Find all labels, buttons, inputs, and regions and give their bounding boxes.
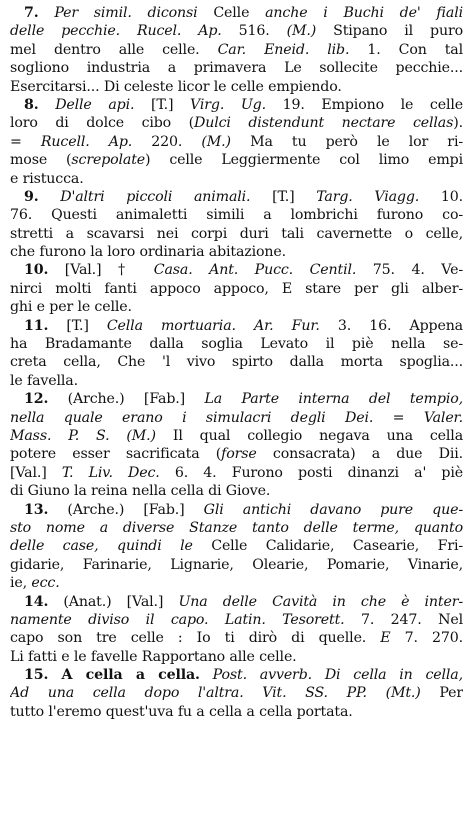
italic-text: ecc. — [31, 575, 60, 592]
text-line — [10, 501, 463, 519]
italic-text: delle case, quindi le — [10, 538, 193, 555]
italic-text: Post. avverb. Di cella in cella, — [212, 667, 463, 684]
text-line — [10, 372, 463, 390]
text-line — [10, 390, 463, 408]
entry-number: 9. — [24, 188, 39, 205]
text-line — [10, 353, 463, 371]
italic-text: Una delle Cavità in che è inter- — [178, 593, 463, 610]
entry-number: 12. — [24, 391, 49, 408]
text-run: 10. — [419, 188, 463, 205]
italic-text: Dulci distendunt nectare cellas — [194, 115, 454, 132]
text-run: che furono la loro ordinaria abitazione. — [10, 244, 286, 261]
text-line — [10, 133, 463, 151]
text-line — [10, 225, 463, 243]
text-line — [10, 170, 463, 188]
text-line — [10, 409, 463, 427]
italic-text: Cella mortuaria. Ar. Fur. — [106, 317, 320, 334]
italic-text: sto nome a diverse Stanze tanto delle terme, quanto — [10, 519, 463, 536]
text-line — [10, 593, 463, 611]
text-run: 7. 270. — [390, 630, 463, 647]
text-run: (Anat.) [Val.] — [48, 593, 179, 610]
text-run — [39, 189, 61, 205]
text-run: 220. — [132, 133, 202, 150]
text-line — [10, 188, 463, 206]
text-run: gidarie, Farinarie, Lignarie, Olearie, Pomarie, Vinarie, — [10, 556, 463, 573]
text-run: ha Bradamante dalla soglia Levato il piè nella se- — [10, 336, 463, 353]
text-run: [T.] — [134, 96, 191, 113]
italic-text: forse — [221, 446, 257, 463]
text-run: (Arche.) [Fab.] — [48, 391, 205, 408]
italic-text: anche i Buchi de' fiali — [265, 5, 463, 21]
text-run: mel dentro alle celle. — [10, 41, 218, 58]
text-line — [10, 96, 463, 114]
text-run: consacrata) a due Dii. — [256, 446, 463, 463]
text-line — [10, 629, 463, 647]
text-run: Il qual collegio negava una cella — [155, 427, 463, 444]
text-run: sogliono industria a primavera Le sollecite pecchie... — [10, 60, 463, 77]
text-line — [10, 427, 463, 445]
text-line — [10, 41, 463, 59]
text-run: le favella. — [10, 372, 78, 389]
text-run: loro di dolce cibo ( — [10, 115, 195, 132]
text-run: mose ( — [10, 152, 72, 169]
italic-text: nella quale erano i simulacri degli Dei. = Valer. — [10, 409, 463, 426]
text-line — [10, 298, 463, 316]
entry-number: 7. — [24, 5, 39, 21]
italic-text: Per simil. diconsi — [54, 5, 214, 21]
text-run: 516. — [221, 23, 287, 40]
italic-text: D'altri piccoli animali. — [60, 188, 251, 205]
text-run: stretti a scavarsi nei corpi duri tali cavernette o celle, — [10, 225, 463, 242]
italic-text: Rucell. Ap. — [40, 133, 133, 150]
text-run: tutto l'eremo quest'uva fu a cella a cella portata. — [10, 703, 353, 720]
text-run: ). — [453, 115, 463, 132]
text-run: (Arche.) [Fab.] — [48, 501, 204, 518]
text-line — [10, 206, 463, 224]
text-line — [10, 78, 463, 96]
text-run: 75. 4. Ve- — [356, 262, 463, 279]
italic-text: T. Liv. Dec. — [61, 464, 160, 481]
text-run: Celle — [213, 5, 266, 21]
italic-text: (M.) — [201, 133, 231, 150]
text-run — [200, 667, 213, 683]
text-line — [10, 280, 463, 298]
text-run: = — [10, 133, 41, 150]
entry-number: 14. — [24, 593, 49, 610]
italic-text: Mass. P. S. (M.) — [10, 427, 156, 444]
entry-number: 11. — [24, 317, 49, 334]
text-run: Stipano il puro — [316, 23, 463, 40]
text-line — [10, 556, 463, 574]
text-run: [Val.] — [10, 464, 62, 481]
text-run: 6. 4. Furono posti dinanzi a' piè — [159, 464, 463, 481]
italic-text: Virg. Ug. — [190, 96, 266, 113]
text-line — [10, 335, 463, 353]
text-run: di Giuno la reina nella cella di Giove. — [10, 483, 271, 500]
text-run: [T.] — [250, 188, 317, 205]
text-run: Per — [420, 685, 463, 702]
text-run: potere esser sacrificata ( — [10, 446, 222, 463]
italic-text: screpolate — [71, 152, 146, 169]
text-run: 7. 247. Nel — [344, 611, 463, 628]
text-line — [10, 261, 463, 279]
text-line — [10, 611, 463, 629]
text-line — [10, 703, 463, 721]
italic-text: Gli antichi davano pure que- — [203, 501, 463, 518]
text-run: e ristucca. — [10, 170, 84, 187]
italic-text: Car. Eneid. lib. — [217, 41, 350, 58]
text-run: Celle Calidarie, Casearie, Fri- — [192, 538, 463, 555]
text-line — [10, 59, 463, 77]
italic-text: Ad una cella dopo l'altra. Vit. SS. PP. (Mt.) — [10, 685, 421, 702]
text-run: creta cella, Che 'l vivo spirto dalla morta spoglia... — [10, 354, 463, 371]
text-line — [10, 648, 463, 666]
text-run — [39, 97, 56, 113]
text-line — [10, 151, 463, 169]
text-line — [10, 4, 463, 22]
italic-text: Casa. Ant. Pucc. Centil. — [153, 262, 357, 279]
text-line — [10, 464, 463, 482]
text-line — [10, 519, 463, 537]
text-run: Ma tu però le lor ri- — [230, 133, 463, 150]
text-line — [10, 537, 463, 555]
text-run: ie, — [10, 575, 32, 592]
text-run: [Val.] † — [48, 262, 154, 279]
text-run: ) celle Leggiermente col limo empi — [145, 152, 463, 169]
text-line — [10, 684, 463, 702]
entry-number: 15. A cella a cella. — [24, 667, 200, 684]
text-line — [10, 482, 463, 500]
italic-text: Delle api. — [55, 96, 135, 113]
italic-text: E — [380, 630, 391, 647]
text-run: nirci molti fanti appoco appoco, E stare per gli alber- — [10, 280, 463, 297]
text-run: Esercitarsi... Di celeste licor le celle empiendo. — [10, 78, 342, 95]
italic-text: namente diviso il capo. Latin. Tesorett. — [10, 611, 345, 628]
entry-number: 13. — [24, 501, 49, 518]
text-run — [39, 5, 55, 21]
text-run: 19. Empiono le celle — [265, 96, 463, 113]
text-run: Li fatti e le favelle Rapportano alle celle. — [10, 648, 297, 665]
text-run: [T.] — [48, 317, 107, 334]
text-run: ghi e per le celle. — [10, 299, 132, 316]
entry-number: 8. — [24, 96, 39, 113]
text-run: 3. 16. Appena — [319, 317, 463, 334]
italic-text: delle pecchie. Rucel. Ap. — [10, 23, 222, 40]
text-line — [10, 445, 463, 463]
italic-text: La Parte interna del tempio, — [204, 391, 463, 408]
entry-number: 10. — [24, 262, 49, 279]
text-run: capo son tre celle : Io ti dirò di quelle. — [10, 630, 381, 647]
italic-text: (M.) — [286, 23, 317, 40]
text-run: 76. Questi animaletti simili a lombrichi furono co- — [10, 207, 463, 224]
text-line — [10, 114, 463, 132]
text-line — [10, 574, 463, 592]
text-line — [10, 317, 463, 335]
italic-text: Targ. Viagg. — [316, 188, 420, 205]
text-line — [10, 243, 463, 261]
text-line — [10, 666, 463, 684]
text-run: 1. Con tal — [349, 41, 463, 58]
text-line — [10, 22, 463, 40]
